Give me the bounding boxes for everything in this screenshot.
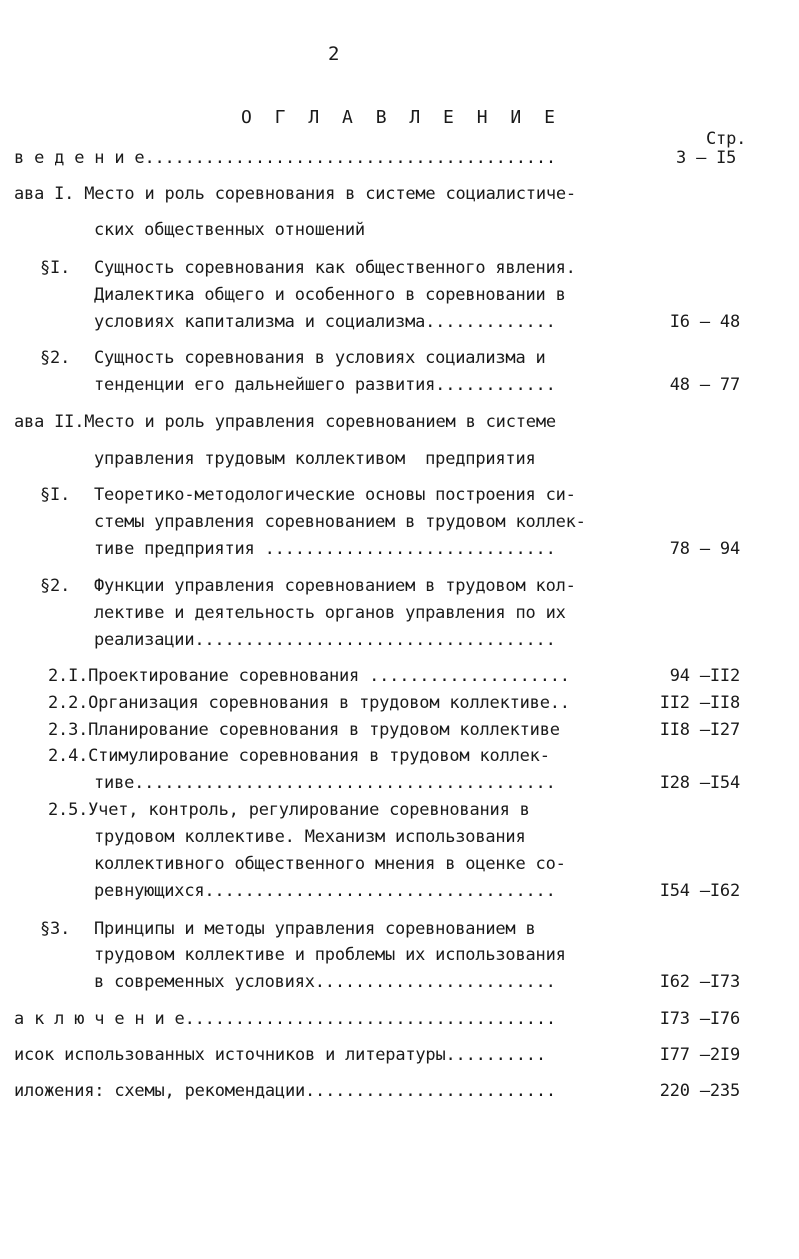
toc-section-1-1-number: §I. <box>40 258 71 278</box>
toc-section-1-2-pages: 48 – 77 <box>669 375 740 395</box>
toc-chapter-2-line-1: ава II.Место и роль управления соревнованием в системе <box>14 412 556 432</box>
toc-entry-appendices: иложения: схемы, рекомендации......................... <box>14 1081 556 1101</box>
toc-section-1-1-line-3: условиях капитализма и социализма............. <box>94 312 556 332</box>
toc-entry-conclusion-pages: I73 –I76 <box>659 1009 740 1029</box>
toc-subsection-2-2-pages: II2 –II8 <box>659 693 740 713</box>
toc-section-2-2-number: §2. <box>40 576 71 596</box>
toc-entry-references: исок использованных источников и литературы.......... <box>14 1045 546 1065</box>
toc-entry-references-pages: I77 –2I9 <box>659 1045 740 1065</box>
toc-section-2-1-pages: 78 – 94 <box>669 539 740 559</box>
page-title: О Г Л А В Л Е Н И Е <box>241 107 561 128</box>
toc-subsection-2-3: 2.3.Планирование соревнования в трудовом коллективе <box>48 720 560 740</box>
toc-subsection-2-5-line-3: коллективного общественного мнения в оценке со- <box>94 854 566 874</box>
toc-subsection-2-4-line-2: тиве.......................................... <box>94 773 556 793</box>
toc-section-1-1-line-1: Сущность соревнования как общественного явления. <box>94 258 576 278</box>
toc-section-1-2-number: §2. <box>40 348 71 368</box>
toc-section-2-1-line-3: тиве предприятия ............................. <box>94 539 556 559</box>
toc-subsection-2-1-pages: 94 –II2 <box>669 666 740 686</box>
toc-entry-appendices-pages: 220 –235 <box>659 1081 740 1101</box>
toc-section-2-3-line-2: трудовом коллективе и проблемы их использования <box>94 945 566 965</box>
toc-section-1-1-line-2: Диалектика общего и особенного в соревновании в <box>94 285 566 305</box>
toc-chapter-1-line-1: ава I. Место и роль соревнования в системе социалистиче- <box>14 184 576 204</box>
toc-section-2-1-line-1: Теоретико-методологические основы построения си- <box>94 485 576 505</box>
toc-section-1-1-pages: I6 – 48 <box>669 312 740 332</box>
toc-section-2-3-number: §3. <box>40 919 71 939</box>
toc-subsection-2-5-line-1: 2.5.Учет, контроль, регулирование соревнования в <box>48 800 530 820</box>
toc-section-1-2-line-1: Сущность соревнования в условиях социализма и <box>94 348 546 368</box>
toc-subsection-2-5-line-4: ревнующихся................................... <box>94 881 556 901</box>
toc-subsection-2-4-pages: I28 –I54 <box>659 773 740 793</box>
toc-subsection-2-2: 2.2.Организация соревнования в трудовом коллективе.. <box>48 693 570 713</box>
toc-section-1-2-line-2: тенденции его дальнейшего развития............ <box>94 375 556 395</box>
toc-section-2-2-line-1: Функции управления соревнованием в трудовом кол- <box>94 576 576 596</box>
toc-section-2-1-number: §I. <box>40 485 71 505</box>
toc-chapter-2-line-2: управления трудовым коллективом предприятия <box>94 449 536 469</box>
toc-page-introduction: 3 – I5 <box>676 148 737 168</box>
toc-entry-conclusion: а к л ю ч е н и е..................................... <box>14 1009 556 1029</box>
toc-chapter-1-line-2: ских общественных отношений <box>94 220 365 240</box>
toc-subsection-2-5-pages: I54 –I62 <box>659 881 740 901</box>
page-number: 2 <box>328 43 340 65</box>
toc-section-2-1-line-2: стемы управления соревнованием в трудовом коллек- <box>94 512 586 532</box>
toc-section-2-3-line-1: Принципы и методы управления соревнованием в <box>94 919 536 939</box>
toc-section-2-2-line-3: реализации.................................... <box>94 630 556 650</box>
toc-section-2-2-line-2: лективе и деятельность органов управления по их <box>94 603 566 623</box>
toc-subsection-2-1: 2.I.Проектирование соревнования .................... <box>48 666 570 686</box>
toc-section-2-3-line-3: в современных условиях........................ <box>94 972 556 992</box>
toc-entry-introduction: в е д е н и е......................................... <box>14 148 556 168</box>
toc-subsection-2-4-line-1: 2.4.Стимулирование соревнования в трудовом коллек- <box>48 746 550 766</box>
toc-section-2-3-pages: I62 –I73 <box>659 972 740 992</box>
page-column-header: Стр. <box>706 129 747 149</box>
toc-subsection-2-5-line-2: трудовом коллективе. Механизм использования <box>94 827 526 847</box>
toc-subsection-2-3-pages: II8 –I27 <box>659 720 740 740</box>
